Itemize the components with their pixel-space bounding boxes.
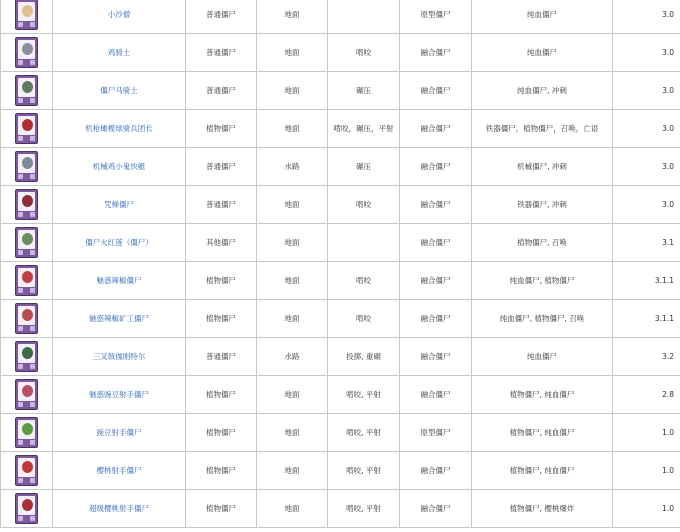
card-corner-icon bbox=[18, 326, 23, 331]
zombie-name-link[interactable]: 魅惑豌豆射手僵尸 bbox=[53, 376, 186, 414]
table-row bbox=[1, 300, 680, 338]
zombie-card-icon[interactable] bbox=[15, 379, 38, 410]
version-cell: 3.1.1 bbox=[613, 262, 680, 300]
card-kind-cell: 融合僵尸 bbox=[400, 262, 472, 300]
terrain-cell: 地面 bbox=[257, 72, 328, 110]
card-corner-icon bbox=[18, 250, 23, 255]
card-corner-icon bbox=[30, 98, 35, 103]
table-row bbox=[1, 224, 680, 262]
table-row bbox=[1, 110, 680, 148]
terrain-cell: 地面 bbox=[257, 490, 328, 528]
zombie-art-icon bbox=[22, 271, 33, 283]
zombie-card-icon[interactable] bbox=[15, 455, 38, 486]
zombie-name-link[interactable]: 机枪橄榄球骑兵团长 bbox=[53, 110, 186, 148]
zombie-name-link[interactable]: 樱桃射手僵尸 bbox=[53, 452, 186, 490]
zombie-card-icon[interactable] bbox=[15, 113, 38, 144]
version-cell: 3.1.1 bbox=[613, 300, 680, 338]
card-corner-icon bbox=[30, 478, 35, 483]
terrain-cell: 地面 bbox=[257, 34, 328, 72]
card-cell bbox=[1, 262, 53, 300]
card-corner-icon bbox=[30, 440, 35, 445]
zombie-card-icon[interactable] bbox=[15, 189, 38, 220]
terrain-cell: 地面 bbox=[257, 262, 328, 300]
zombie-name-link[interactable]: 豌豆射手僵尸 bbox=[53, 414, 186, 452]
zombie-type-cell: 普通僵尸 bbox=[186, 186, 257, 224]
card-kind-cell: 融合僵尸 bbox=[400, 34, 472, 72]
card-cell bbox=[1, 186, 53, 224]
card-corner-icon bbox=[18, 136, 23, 141]
terrain-cell: 地面 bbox=[257, 0, 328, 34]
card-corner-icon bbox=[30, 364, 35, 369]
card-cell bbox=[1, 34, 53, 72]
card-corner-icon bbox=[30, 326, 35, 331]
table-row bbox=[1, 414, 680, 452]
tags-cell: 铁器僵尸, 冲刺 bbox=[472, 186, 613, 224]
card-kind-cell: 融合僵尸 bbox=[400, 490, 472, 528]
table-row bbox=[1, 452, 680, 490]
zombie-type-cell: 普通僵尸 bbox=[186, 0, 257, 34]
card-corner-icon bbox=[18, 60, 23, 65]
zombie-card-icon[interactable] bbox=[15, 303, 38, 334]
tags-cell: 植物僵尸, 召唤 bbox=[472, 224, 613, 262]
card-corner-icon bbox=[18, 478, 23, 483]
attack-cell bbox=[328, 224, 400, 262]
zombie-art-icon bbox=[22, 157, 33, 169]
table-row bbox=[1, 490, 680, 528]
card-kind-cell: 融合僵尸 bbox=[400, 300, 472, 338]
card-kind-cell: 融合僵尸 bbox=[400, 376, 472, 414]
version-cell: 3.2 bbox=[613, 338, 680, 376]
tags-cell: 植物僵尸, 纯血僵尸 bbox=[472, 414, 613, 452]
card-art bbox=[18, 382, 35, 401]
zombie-name-link[interactable]: 魅惑辣椒矿工僵尸 bbox=[53, 300, 186, 338]
tags-cell: 铁器僵尸，植物僵尸，召唤，亡语 bbox=[472, 110, 613, 148]
card-corner-icon bbox=[18, 516, 23, 521]
table-row bbox=[1, 376, 680, 414]
card-art bbox=[18, 2, 35, 21]
card-cell bbox=[1, 338, 53, 376]
zombie-art-icon bbox=[22, 347, 33, 359]
terrain-cell: 水路 bbox=[257, 338, 328, 376]
zombie-type-cell: 植物僵尸 bbox=[186, 110, 257, 148]
zombie-art-icon bbox=[22, 81, 33, 93]
zombie-art-icon bbox=[22, 423, 33, 435]
card-corner-icon bbox=[30, 250, 35, 255]
zombie-type-cell: 植物僵尸 bbox=[186, 262, 257, 300]
zombie-type-cell: 普通僵尸 bbox=[186, 338, 257, 376]
card-art bbox=[18, 306, 35, 325]
attack-cell bbox=[328, 0, 400, 34]
table-row bbox=[1, 0, 680, 34]
tags-cell: 纯血僵尸, 植物僵尸 bbox=[472, 262, 613, 300]
terrain-cell: 地面 bbox=[257, 452, 328, 490]
card-kind-cell: 融合僵尸 bbox=[400, 72, 472, 110]
card-kind-cell: 原型僵尸 bbox=[400, 414, 472, 452]
zombie-name-link[interactable]: 魅惑辣椒僵尸 bbox=[53, 262, 186, 300]
zombie-art-icon bbox=[22, 43, 33, 55]
card-cell bbox=[1, 0, 53, 34]
card-corner-icon bbox=[18, 212, 23, 217]
card-art bbox=[18, 268, 35, 287]
version-cell: 3.0 bbox=[613, 186, 680, 224]
card-cell bbox=[1, 224, 53, 262]
zombie-art-icon bbox=[22, 233, 33, 245]
card-corner-icon bbox=[18, 22, 23, 27]
zombie-type-cell: 植物僵尸 bbox=[186, 452, 257, 490]
attack-cell: 啃咬, 平射 bbox=[328, 376, 400, 414]
attack-cell: 啃咬, 平射 bbox=[328, 414, 400, 452]
card-art bbox=[18, 420, 35, 439]
terrain-cell: 地面 bbox=[257, 186, 328, 224]
card-cell bbox=[1, 452, 53, 490]
tags-cell: 植物僵尸, 纯血僵尸 bbox=[472, 376, 613, 414]
zombie-card-icon[interactable] bbox=[15, 227, 38, 258]
version-cell: 3.0 bbox=[613, 34, 680, 72]
zombie-card-icon[interactable] bbox=[15, 0, 38, 30]
tags-cell: 纯血僵尸 bbox=[472, 338, 613, 376]
card-kind-cell: 融合僵尸 bbox=[400, 148, 472, 186]
attack-cell: 啃咬, 平射 bbox=[328, 490, 400, 528]
zombie-card-icon[interactable] bbox=[15, 75, 38, 106]
card-art bbox=[18, 78, 35, 97]
table-row bbox=[1, 34, 680, 72]
zombie-type-cell: 普通僵尸 bbox=[186, 34, 257, 72]
zombie-card-icon[interactable] bbox=[15, 417, 38, 448]
card-cell bbox=[1, 376, 53, 414]
attack-cell: 碾压 bbox=[328, 148, 400, 186]
card-art bbox=[18, 154, 35, 173]
card-art bbox=[18, 40, 35, 59]
attack-cell: 投掷, 重碾 bbox=[328, 338, 400, 376]
card-corner-icon bbox=[18, 402, 23, 407]
card-cell bbox=[1, 490, 53, 528]
card-art bbox=[18, 192, 35, 211]
version-cell: 3.0 bbox=[613, 148, 680, 186]
terrain-cell: 水路 bbox=[257, 148, 328, 186]
card-corner-icon bbox=[18, 174, 23, 179]
zombie-name-link[interactable]: 僵尸火红莲（僵尸） bbox=[53, 224, 186, 262]
version-cell: 1.0 bbox=[613, 414, 680, 452]
zombie-card-icon[interactable] bbox=[15, 265, 38, 296]
zombie-name-link[interactable]: 咒梯僵尸 bbox=[53, 186, 186, 224]
version-cell: 3.0 bbox=[613, 110, 680, 148]
table-row bbox=[1, 72, 680, 110]
attack-cell: 啃咬 bbox=[328, 34, 400, 72]
terrain-cell: 地面 bbox=[257, 376, 328, 414]
zombie-type-cell: 植物僵尸 bbox=[186, 414, 257, 452]
card-kind-cell: 融合僵尸 bbox=[400, 186, 472, 224]
card-kind-cell: 融合僵尸 bbox=[400, 452, 472, 490]
card-cell bbox=[1, 148, 53, 186]
tags-cell: 纯血僵尸, 植物僵尸, 召唤 bbox=[472, 300, 613, 338]
zombie-name-link[interactable]: 机械鸡小鬼快艇 bbox=[53, 148, 186, 186]
version-cell: 3.0 bbox=[613, 72, 680, 110]
card-kind-cell: 融合僵尸 bbox=[400, 224, 472, 262]
terrain-cell: 地面 bbox=[257, 110, 328, 148]
version-cell: 3.1 bbox=[613, 224, 680, 262]
card-corner-icon bbox=[30, 136, 35, 141]
zombie-card-icon[interactable] bbox=[15, 341, 38, 372]
card-cell bbox=[1, 72, 53, 110]
card-art bbox=[18, 116, 35, 135]
tags-cell: 植物僵尸, 樱桃爆炸 bbox=[472, 490, 613, 528]
table-body bbox=[1, 0, 680, 528]
card-corner-icon bbox=[30, 22, 35, 27]
tags-cell: 机械僵尸, 冲刺 bbox=[472, 148, 613, 186]
card-corner-icon bbox=[30, 60, 35, 65]
zombie-name-link[interactable]: 鸡骑士 bbox=[53, 34, 186, 72]
version-cell: 3.0 bbox=[613, 0, 680, 34]
zombie-name-link[interactable]: 僵尸马骑士 bbox=[53, 72, 186, 110]
card-corner-icon bbox=[30, 174, 35, 179]
version-cell: 2.8 bbox=[613, 376, 680, 414]
card-cell bbox=[1, 110, 53, 148]
table-row bbox=[1, 262, 680, 300]
card-art bbox=[18, 344, 35, 363]
table-row bbox=[1, 148, 680, 186]
table-row bbox=[1, 338, 680, 376]
attack-cell: 啃咬, 平射 bbox=[328, 452, 400, 490]
tags-cell: 纯血僵尸, 冲刺 bbox=[472, 72, 613, 110]
version-cell: 1.0 bbox=[613, 452, 680, 490]
zombie-art-icon bbox=[22, 385, 33, 397]
zombie-art-icon bbox=[22, 195, 33, 207]
card-corner-icon bbox=[18, 288, 23, 293]
attack-cell: 啃咬 bbox=[328, 300, 400, 338]
attack-cell: 碾压 bbox=[328, 72, 400, 110]
card-corner-icon bbox=[30, 516, 35, 521]
zombie-name-link[interactable]: 小沙僧 bbox=[53, 0, 186, 34]
version-cell: 1.0 bbox=[613, 490, 680, 528]
zombie-type-cell: 植物僵尸 bbox=[186, 300, 257, 338]
card-cell bbox=[1, 300, 53, 338]
card-corner-icon bbox=[18, 364, 23, 369]
terrain-cell: 地面 bbox=[257, 414, 328, 452]
zombie-type-cell: 普通僵尸 bbox=[186, 148, 257, 186]
zombie-art-icon bbox=[22, 5, 33, 17]
table-row bbox=[1, 186, 680, 224]
zombie-type-cell: 植物僵尸 bbox=[186, 490, 257, 528]
card-art bbox=[18, 496, 35, 515]
zombie-name-link[interactable]: 三叉戟伽刚特尔 bbox=[53, 338, 186, 376]
card-kind-cell: 融合僵尸 bbox=[400, 338, 472, 376]
card-corner-icon bbox=[30, 402, 35, 407]
tags-cell: 植物僵尸, 纯血僵尸 bbox=[472, 452, 613, 490]
terrain-cell: 地面 bbox=[257, 224, 328, 262]
zombie-art-icon bbox=[22, 309, 33, 321]
zombie-art-icon bbox=[22, 499, 33, 511]
zombie-art-icon bbox=[22, 119, 33, 131]
zombie-card-icon[interactable] bbox=[15, 151, 38, 182]
card-kind-cell: 原型僵尸 bbox=[400, 0, 472, 34]
card-corner-icon bbox=[30, 288, 35, 293]
zombie-card-icon[interactable] bbox=[15, 493, 38, 524]
zombie-art-icon bbox=[22, 461, 33, 473]
card-art bbox=[18, 458, 35, 477]
tags-cell: 纯血僵尸 bbox=[472, 0, 613, 34]
card-art bbox=[18, 230, 35, 249]
zombie-card-icon[interactable] bbox=[15, 37, 38, 68]
card-kind-cell: 融合僵尸 bbox=[400, 110, 472, 148]
card-corner-icon bbox=[18, 98, 23, 103]
attack-cell: 啃咬，碾压，平射 bbox=[328, 110, 400, 148]
attack-cell: 啃咬 bbox=[328, 262, 400, 300]
attack-cell: 啃咬 bbox=[328, 186, 400, 224]
card-corner-icon bbox=[30, 212, 35, 217]
card-cell bbox=[1, 414, 53, 452]
zombie-type-cell: 植物僵尸 bbox=[186, 376, 257, 414]
zombie-name-link[interactable]: 超级樱桃射手僵尸 bbox=[53, 490, 186, 528]
tags-cell: 纯血僵尸 bbox=[472, 34, 613, 72]
card-corner-icon bbox=[18, 440, 23, 445]
zombie-type-cell: 其他僵尸 bbox=[186, 224, 257, 262]
zombie-type-cell: 普通僵尸 bbox=[186, 72, 257, 110]
terrain-cell: 地面 bbox=[257, 300, 328, 338]
